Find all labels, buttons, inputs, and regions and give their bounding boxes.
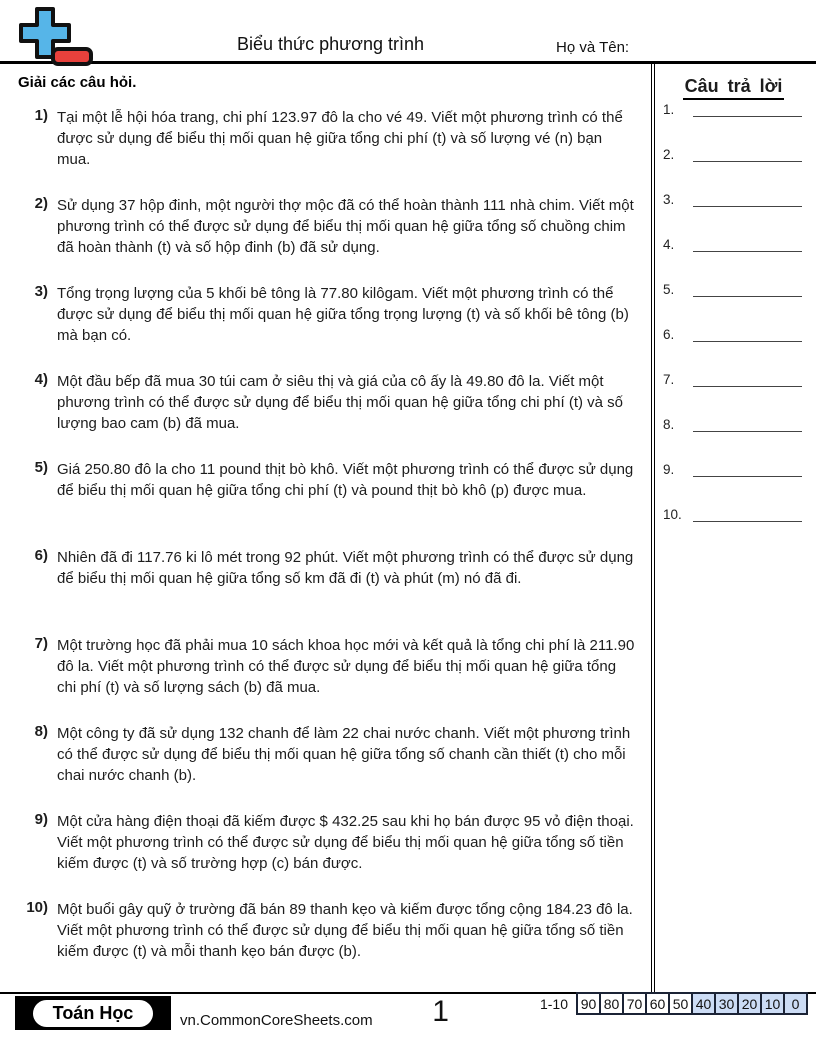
minus-icon [53,49,91,64]
question-number: 3) [34,283,48,300]
question-6 [16,547,643,613]
question-number: 8) [34,723,48,740]
answer-number: 2. [663,147,675,162]
score-cell: 30 [714,992,739,1015]
header [0,0,816,64]
answer-line[interactable] [693,371,802,387]
question-text: Giá 250.80 đô la cho 11 pound thịt bò khô. Viết một phương trình có thể được sử dụng để biểu thị mối quan hệ giữa tổng chi phí (t) và pound thịt bò khô (p) được mua. [57,461,634,499]
name-label: Họ và Tên: [556,39,630,56]
score-cell: 50 [668,992,693,1015]
question-1 [16,107,643,173]
answer-line[interactable] [693,101,802,117]
question-text: Một trường học đã phải mua 10 sách khoa học mới và kết quả là tổng chi phí là 211.90 đô la. Viết một phương trình có thể được sử dụng để biểu thị mối quan hệ giữa tổng chi phí (t) và số lượng sách (b) đã mua. [57,637,635,696]
subject-badge-label: Toán Học [33,1000,154,1027]
answers-title: Câu trả lời [663,76,804,97]
answer-line[interactable] [693,506,802,522]
question-number: 10) [26,899,48,916]
answer-row-5 [663,277,804,297]
score-range-label: 1-10 [539,996,568,1012]
question-2 [16,195,643,261]
question-7 [16,635,643,701]
answer-row-4 [663,232,804,252]
answer-number: 7. [663,372,675,387]
website-url: vn.CommonCoreSheets.com [180,1012,373,1029]
question-8 [16,723,643,789]
question-9 [16,811,643,877]
question-text: Một đầu bếp đã mua 30 túi cam ở siêu thị và giá của cô ấy là 49.80 đô la. Viết một phương trình có thể được sử dụng để biểu thị mối quan hệ giữa tổng chi phí (t) và số lượng bao cam (b) đã mua. [57,373,624,432]
answer-row-2 [663,142,804,162]
question-text: Tổng trọng lượng của 5 khối bê tông là 77.80 kilôgam. Viết một phương trình có thể được sử dụng để biểu thị mối quan hệ giữa tổng trọng lượng (t) và số khối bê tông (b) mà bạn có. [57,285,629,344]
score-table [540,992,808,1015]
question-3 [16,283,643,349]
question-number: 1) [34,107,48,124]
question-4 [16,371,643,437]
score-cell: 20 [737,992,762,1015]
answer-number: 3. [663,192,675,207]
main-content [0,64,816,992]
answer-row-7 [663,367,804,387]
question-10 [16,899,643,965]
question-text: Tại một lễ hội hóa trang, chi phí 123.97 đô la cho vé 49. Viết một phương trình có thể được sử dụng để biểu thị mối quan hệ giữa tổng chi phí (t) và số lượng vé (n) bạn mua. [57,109,623,168]
score-cell: 60 [645,992,670,1015]
question-text: Một công ty đã sử dụng 132 chanh để làm 22 chai nước chanh. Viết một phương trình có thể được sử dụng để biểu thị mối quan hệ giữa tổng số chanh cần thiết (t) cho mỗi chai nước chanh (b). [57,725,631,784]
answer-number: 6. [663,327,675,342]
score-cell: 70 [622,992,647,1015]
answer-row-3 [663,187,804,207]
question-number: 7) [34,635,48,652]
question-text: Nhiên đã đi 117.76 ki lô mét trong 92 phút. Viết một phương trình có thể được sử dụng để biểu thị mối quan hệ giữa tổng số km đã đi (t) và phút (m) nó đã đi. [57,549,634,587]
subject-badge [15,996,171,1030]
answer-number: 1. [663,102,675,117]
answer-row-8 [663,412,804,432]
questions-column [0,64,651,992]
answer-line[interactable] [693,416,802,432]
question-number: 2) [34,195,48,212]
answer-line[interactable] [693,461,802,477]
answer-number: 10. [663,507,682,522]
answer-number: 8. [663,417,675,432]
question-number: 6) [34,547,48,564]
answer-number: 5. [663,282,675,297]
score-cells [576,992,808,1015]
question-number: 9) [34,811,48,828]
score-cell: 80 [599,992,624,1015]
answer-number: 4. [663,237,675,252]
question-text: Một buổi gây quỹ ở trường đã bán 89 thanh kẹo và kiếm được tổng cộng 184.23 đô la. Viết một phương trình có thể được sử dụng để biểu thị mối quan hệ giữa tổng số tiền kiếm được (t) và mỗi thanh kẹo bán được (b). [57,901,633,960]
answer-row-6 [663,322,804,342]
score-cell: 40 [691,992,716,1015]
answer-line[interactable] [693,146,802,162]
answer-line[interactable] [693,236,802,252]
answers-column [651,64,816,992]
footer [0,992,816,1053]
question-text: Một cửa hàng điện thoại đã kiếm được $ 432.25 sau khi họ bán được 95 vỏ điện thoại. Viết một phương trình có thể được sử dụng để biểu thị mối quan hệ giữa tổng số tiền kiếm được (t) và số trường hợp (c) bán được. [57,813,634,872]
instructions-text: Giải các câu hỏi. [18,74,137,91]
score-cell: 0 [783,992,808,1015]
score-cell: 10 [760,992,785,1015]
answer-line[interactable] [693,326,802,342]
page-number: 1 [432,995,449,1028]
question-number: 4) [34,371,48,388]
question-list [16,107,643,965]
answer-line[interactable] [693,281,802,297]
answer-row-9 [663,457,804,477]
plus-minus-logo-icon [13,5,95,72]
question-text: Sử dụng 37 hộp đinh, một người thợ mộc đã có thể hoàn thành 111 nhà chim. Viết một phương trình có thể được sử dụng để biểu thị mối quan hệ giữa tổng số chuồng chim đã hoàn thành (t) và số hộp đinh (b) đã sử dụng. [57,197,634,256]
answer-row-1 [663,97,804,117]
answer-line[interactable] [693,191,802,207]
question-5 [16,459,643,525]
answer-number: 9. [663,462,675,477]
page-title: Biểu thức phương trình [237,34,425,54]
answer-row-10 [663,502,804,522]
question-number: 5) [34,459,48,476]
score-cell: 90 [576,992,601,1015]
